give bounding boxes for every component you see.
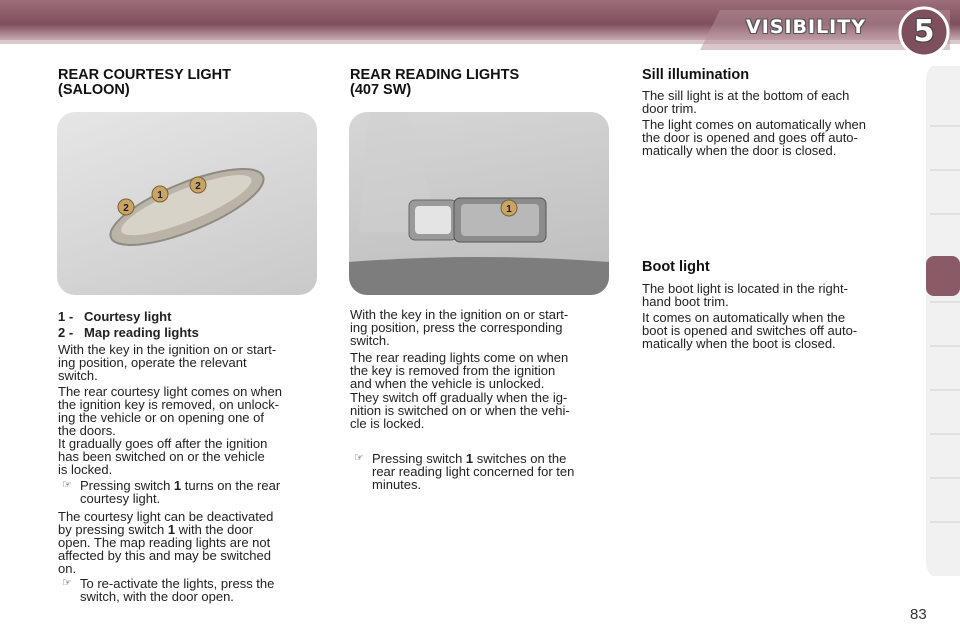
pointing-hand-icon: ☞ bbox=[62, 479, 72, 491]
col1-bullet-1: ☞ Pressing switch 1 turns on the rear courtesy light. bbox=[62, 478, 281, 506]
col2-paragraph-1: With the key in the ignition on or start- ing position, press the corresponding switch. bbox=[350, 307, 569, 348]
photo-marker-2-right: 2 bbox=[195, 181, 201, 192]
boot-light-heading: Boot light bbox=[642, 259, 710, 275]
chapter-header-band bbox=[0, 0, 960, 58]
col2-paragraph-3: They switch off gradually when the ig- nition is switched on or when the vehi- cle is locked. bbox=[350, 390, 570, 431]
legend-item-1: 1 - Courtesy light bbox=[58, 309, 172, 324]
rear-reading-heading: REAR READING LIGHTS (407 SW) bbox=[350, 67, 520, 98]
sill-paragraph-2: The light comes on automatically when the door is opened and goes off auto- matically when the door is closed. bbox=[642, 117, 867, 158]
reading-lights-photo bbox=[349, 112, 609, 295]
legend-item-2: 2 - Map reading lights bbox=[58, 325, 199, 340]
chapter-tabs bbox=[926, 66, 960, 576]
page-number: 83 bbox=[910, 606, 927, 623]
col1-paragraph-3: The courtesy light can be deactivated by pressing switch 1 with the door open. The map reading lights are not affected by this and may be switched on. bbox=[58, 509, 274, 576]
photo-marker-1: 1 bbox=[157, 190, 163, 201]
col1-paragraph-1: With the key in the ignition on or start- ing position, operate the relevant switch. bbox=[58, 342, 277, 383]
pointing-hand-icon: ☞ bbox=[354, 452, 364, 464]
rear-courtesy-heading: REAR COURTESY LIGHT (SALOON) bbox=[58, 67, 231, 98]
col2-paragraph-2: The rear reading lights come on when the key is removed from the ignition and when the vehicle is unlocked. bbox=[350, 350, 569, 391]
pointing-hand-icon: ☞ bbox=[62, 577, 72, 589]
boot-paragraph-2: It comes on automatically when the boot is opened and switches off auto- matically when the boot is closed. bbox=[642, 310, 858, 351]
col1-bullet-2: ☞ To re-activate the lights, press the switch, with the door open. bbox=[62, 576, 275, 604]
col2-bullet-1: ☞ Pressing switch 1 switches on the rear reading light concerned for ten minutes. bbox=[354, 451, 575, 492]
chapter-number-badge: 5 bbox=[913, 14, 935, 49]
photo-marker-2-left: 2 bbox=[123, 203, 129, 214]
chapter-title: VISIBILITY bbox=[746, 16, 866, 38]
photo-marker-1-reading: 1 bbox=[506, 204, 512, 215]
col1-paragraph-2: The rear courtesy light comes on when the ignition key is removed, on unlock- ing the vehicle or on opening one of the doors. It gradually goes off after the ignition has been switched on or the vehicle is locked. bbox=[58, 384, 282, 477]
courtesy-light-photo bbox=[57, 112, 317, 295]
sill-illumination-heading: Sill illumination bbox=[642, 67, 750, 83]
chapter-tab-active[interactable] bbox=[926, 256, 960, 296]
sill-paragraph-1: The sill light is at the bottom of each door trim. bbox=[642, 88, 850, 116]
boot-paragraph-1: The boot light is located in the right- hand boot trim. bbox=[642, 281, 848, 309]
